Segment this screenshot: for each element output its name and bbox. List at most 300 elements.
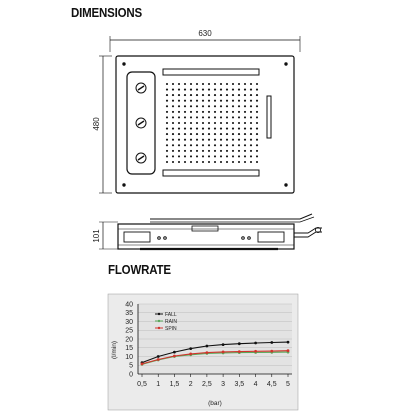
nozzle-dot: [202, 139, 204, 141]
nozzle-dot: [220, 128, 222, 130]
nozzle-dot: [232, 161, 234, 163]
data-point-spin: [238, 350, 241, 353]
nozzle-dot: [214, 111, 216, 113]
nozzle-dot: [208, 89, 210, 91]
nozzle-dot: [250, 100, 252, 102]
nozzle-dot: [238, 100, 240, 102]
nozzle-dot: [166, 133, 168, 135]
nozzle-dot: [178, 94, 180, 96]
data-point-fall: [287, 341, 290, 344]
nozzle-dot: [220, 139, 222, 141]
nozzle-dot: [196, 122, 198, 124]
nozzle-dot: [166, 100, 168, 102]
nozzle-dot: [214, 105, 216, 107]
nozzle-dot: [208, 100, 210, 102]
nozzle-dot: [178, 155, 180, 157]
nozzle-dot: [172, 155, 174, 157]
nozzle-dot: [244, 128, 246, 130]
nozzle-dot: [244, 161, 246, 163]
nozzle-dot: [220, 122, 222, 124]
nozzle-dot: [256, 83, 258, 85]
x-tick-label: 3,5: [234, 381, 245, 388]
nozzle-dot: [166, 116, 168, 118]
x-axis-label: (bar): [208, 400, 222, 407]
nozzle-dot: [172, 111, 174, 113]
data-point-fall: [157, 355, 160, 358]
nozzle-dot: [244, 155, 246, 157]
nozzle-dot: [214, 133, 216, 135]
supply-pipe: [150, 214, 312, 219]
nozzle-dot: [166, 94, 168, 96]
data-point-spin: [157, 358, 160, 361]
nozzle-dot: [232, 111, 234, 113]
nozzle-dot: [238, 128, 240, 130]
nozzle-dot: [196, 155, 198, 157]
nozzle-dot: [208, 105, 210, 107]
nozzle-dot: [190, 155, 192, 157]
chart-legend: [155, 312, 177, 332]
nozzle-dot: [190, 144, 192, 146]
nozzle-dot: [256, 155, 258, 157]
nozzle-dot: [232, 155, 234, 157]
nozzle-dot: [232, 139, 234, 141]
nozzle-dot: [208, 128, 210, 130]
x-tick-label: 1,5: [169, 381, 180, 388]
nozzle-dot: [190, 111, 192, 113]
x-tick-label: 5: [286, 381, 290, 388]
nozzle-dot: [226, 128, 228, 130]
nozzle-dot: [220, 83, 222, 85]
nozzle-dot: [244, 116, 246, 118]
nozzle-dot: [238, 122, 240, 124]
nozzle-dot: [208, 116, 210, 118]
data-point-spin: [173, 355, 176, 358]
nozzle-dot: [196, 150, 198, 152]
nozzle-dot: [250, 89, 252, 91]
nozzle-dot: [184, 94, 186, 96]
nozzle-dot: [172, 83, 174, 85]
nozzle-dot: [226, 89, 228, 91]
nozzle-dot: [178, 144, 180, 146]
nozzle-dot: [250, 105, 252, 107]
height-label: 480: [92, 117, 101, 131]
nozzle-dot: [166, 144, 168, 146]
nozzle-dot: [226, 94, 228, 96]
nozzle-dot: [250, 155, 252, 157]
nozzle-dot: [178, 116, 180, 118]
nozzle-dot: [220, 94, 222, 96]
nozzle-dot: [166, 161, 168, 163]
nozzle-dot: [220, 100, 222, 102]
nozzle-dot: [244, 144, 246, 146]
nozzle-dot: [226, 139, 228, 141]
nozzle-dot: [190, 161, 192, 163]
flowrate-heading: FLOWRATE: [108, 263, 171, 277]
nozzle-dot: [238, 155, 240, 157]
nozzle-dot: [220, 111, 222, 113]
nozzle-dot: [250, 139, 252, 141]
nozzle-dot: [232, 100, 234, 102]
nozzle-dot: [226, 122, 228, 124]
nozzle-dot: [184, 83, 186, 85]
nozzle-dot: [208, 139, 210, 141]
data-point-fall: [254, 342, 257, 345]
nozzle-dot: [226, 116, 228, 118]
nozzle-dot: [172, 150, 174, 152]
nozzle-dot: [220, 116, 222, 118]
side-valve-mark: [158, 237, 161, 240]
side-valve-mark: [164, 237, 167, 240]
nozzle-dot: [214, 122, 216, 124]
nozzle-dot: [184, 133, 186, 135]
nozzle-dot: [190, 139, 192, 141]
nozzle-dot: [196, 133, 198, 135]
nozzle-dot: [172, 89, 174, 91]
nozzle-dot: [178, 128, 180, 130]
nozzle-dot: [214, 128, 216, 130]
nozzle-dot: [172, 105, 174, 107]
nozzle-dot: [172, 122, 174, 124]
nozzle-dot: [202, 89, 204, 91]
nozzle-dot: [256, 116, 258, 118]
nozzle-dot: [244, 111, 246, 113]
nozzle-dot: [214, 94, 216, 96]
nozzle-dot: [232, 105, 234, 107]
nozzle-dot: [184, 116, 186, 118]
width-label: 630: [198, 29, 212, 38]
nozzle-dot: [208, 144, 210, 146]
data-point-spin: [222, 351, 225, 354]
nozzle-dot: [256, 100, 258, 102]
nozzle-dot: [220, 89, 222, 91]
nozzle-dot: [244, 94, 246, 96]
y-tick-label: 20: [125, 336, 133, 344]
nozzle-dot: [172, 116, 174, 118]
nozzle-dot: [238, 144, 240, 146]
legend-label: RAIN: [165, 318, 177, 325]
nozzle-dot: [196, 105, 198, 107]
nozzle-dot: [208, 122, 210, 124]
nozzle-dot: [226, 161, 228, 163]
legend-marker: [158, 320, 160, 322]
data-point-spin: [254, 350, 257, 353]
nozzle-dot: [202, 161, 204, 163]
dimensions-heading: DIMENSIONS: [71, 6, 143, 20]
nozzle-dot: [166, 89, 168, 91]
nozzle-dot: [166, 155, 168, 157]
nozzle-grid: [166, 83, 258, 163]
nozzle-dot: [172, 161, 174, 163]
nozzle-dot: [214, 155, 216, 157]
nozzle-dot: [172, 94, 174, 96]
nozzle-dot: [196, 128, 198, 130]
corner-screw: [285, 184, 287, 186]
nozzle-dot: [232, 83, 234, 85]
nozzle-dot: [250, 128, 252, 130]
nozzle-dot: [232, 94, 234, 96]
nozzle-dot: [226, 144, 228, 146]
top-view-drawing: [99, 36, 300, 193]
nozzle-dot: [196, 116, 198, 118]
data-point-spin: [141, 363, 144, 366]
y-tick-label: 30: [125, 318, 133, 326]
data-point-fall: [206, 345, 209, 348]
nozzle-dot: [232, 128, 234, 130]
nozzle-dot: [256, 105, 258, 107]
nozzle-dot: [202, 155, 204, 157]
nozzle-dot: [196, 89, 198, 91]
waterfall-slot-bottom: [163, 170, 259, 176]
nozzle-dot: [166, 111, 168, 113]
nozzle-dot: [214, 100, 216, 102]
x-tick-label: 4: [253, 381, 258, 388]
nozzle-dot: [214, 150, 216, 152]
nozzle-dot: [256, 89, 258, 91]
nozzle-dot: [238, 150, 240, 152]
nozzle-dot: [238, 105, 240, 107]
nozzle-dot: [226, 111, 228, 113]
y-tick-label: 25: [125, 327, 133, 335]
data-point-fall: [189, 347, 192, 350]
flowrate-chart: [108, 294, 298, 410]
data-point-spin: [270, 350, 273, 353]
nozzle-dot: [256, 133, 258, 135]
nozzle-dot: [226, 100, 228, 102]
nozzle-dot: [202, 144, 204, 146]
nozzle-dot: [208, 83, 210, 85]
nozzle-dot: [232, 89, 234, 91]
nozzle-dot: [178, 83, 180, 85]
nozzle-dot: [220, 150, 222, 152]
nozzle-dot: [256, 139, 258, 141]
light-bar: [267, 96, 271, 138]
nozzle-dot: [214, 83, 216, 85]
nozzle-dot: [244, 100, 246, 102]
nozzle-dot: [178, 139, 180, 141]
nozzle-dot: [220, 133, 222, 135]
x-tick-label: 2,5: [202, 381, 212, 388]
nozzle-dot: [232, 144, 234, 146]
nozzle-dot: [238, 116, 240, 118]
nozzle-dot: [220, 105, 222, 107]
data-point-fall: [222, 343, 225, 346]
nozzle-dot: [250, 144, 252, 146]
side-module-right: [258, 232, 284, 242]
nozzle-dot: [256, 122, 258, 124]
nozzle-dot: [238, 139, 240, 141]
nozzle-dot: [196, 161, 198, 163]
knob-marker: [138, 156, 144, 160]
nozzle-dot: [214, 144, 216, 146]
nozzle-dot: [214, 116, 216, 118]
nozzle-dot: [256, 144, 258, 146]
nozzle-dot: [166, 83, 168, 85]
legend-label: FALL: [165, 311, 177, 318]
nozzle-dot: [190, 89, 192, 91]
y-tick-label: 0: [129, 371, 133, 379]
data-point-fall: [270, 341, 273, 344]
nozzle-dot: [202, 83, 204, 85]
nozzle-dot: [166, 128, 168, 130]
nozzle-dot: [172, 133, 174, 135]
nozzle-dot: [202, 133, 204, 135]
nozzle-dot: [184, 89, 186, 91]
nozzle-dot: [184, 128, 186, 130]
nozzle-dot: [244, 150, 246, 152]
nozzle-dot: [172, 139, 174, 141]
nozzle-dot: [226, 105, 228, 107]
nozzle-dot: [202, 94, 204, 96]
x-tick-label: 1: [156, 381, 161, 388]
nozzle-dot: [220, 144, 222, 146]
y-tick-label: 15: [125, 345, 133, 353]
nozzle-dot: [244, 83, 246, 85]
nozzle-dot: [208, 94, 210, 96]
nozzle-dot: [184, 161, 186, 163]
nozzle-dot: [232, 116, 234, 118]
nozzle-dot: [202, 122, 204, 124]
nozzle-dot: [178, 100, 180, 102]
side-valve-mark: [248, 237, 251, 240]
nozzle-dot: [256, 161, 258, 163]
knob-marker: [138, 121, 144, 125]
nozzle-dot: [226, 133, 228, 135]
nozzle-dot: [196, 139, 198, 141]
nozzle-dot: [208, 133, 210, 135]
nozzle-dot: [232, 133, 234, 135]
nozzle-dot: [184, 122, 186, 124]
data-point-spin: [206, 351, 209, 354]
y-tick-label: 40: [125, 301, 133, 309]
side-module-left: [124, 232, 150, 242]
nozzle-dot: [202, 116, 204, 118]
nozzle-dot: [166, 150, 168, 152]
nozzle-dot: [244, 105, 246, 107]
nozzle-dot: [184, 105, 186, 107]
nozzle-dot: [226, 155, 228, 157]
nozzle-dot: [184, 155, 186, 157]
corner-screw: [285, 63, 287, 65]
side-valve-mark: [242, 237, 245, 240]
side-inlet: [192, 226, 218, 231]
nozzle-dot: [202, 105, 204, 107]
nozzle-dot: [208, 161, 210, 163]
nozzle-dot: [190, 100, 192, 102]
nozzle-dot: [172, 144, 174, 146]
nozzle-dot: [202, 100, 204, 102]
nozzle-dot: [214, 89, 216, 91]
nozzle-dot: [244, 89, 246, 91]
nozzle-dot: [256, 111, 258, 113]
nozzle-dot: [256, 150, 258, 152]
y-axis-label: (l/min): [111, 340, 118, 360]
nozzle-dot: [238, 89, 240, 91]
nozzle-dot: [184, 150, 186, 152]
nozzle-dot: [184, 139, 186, 141]
nozzle-dot: [184, 144, 186, 146]
nozzle-dot: [196, 100, 198, 102]
data-point-fall: [173, 351, 176, 354]
nozzle-dot: [178, 133, 180, 135]
nozzle-dot: [244, 122, 246, 124]
nozzle-dot: [226, 83, 228, 85]
depth-label: 101: [92, 229, 101, 243]
nozzle-dot: [250, 150, 252, 152]
nozzle-dot: [250, 133, 252, 135]
nozzle-dot: [166, 139, 168, 141]
waterfall-slot-top: [163, 69, 259, 75]
nozzle-dot: [250, 111, 252, 113]
nozzle-dot: [202, 150, 204, 152]
nozzle-dot: [208, 155, 210, 157]
corner-screw: [123, 184, 125, 186]
nozzle-dot: [190, 128, 192, 130]
nozzle-dot: [232, 150, 234, 152]
nozzle-dot: [220, 155, 222, 157]
legend-marker: [158, 327, 160, 329]
nozzle-dot: [220, 161, 222, 163]
nozzle-dot: [256, 94, 258, 96]
nozzle-dot: [238, 133, 240, 135]
nozzle-dot: [256, 128, 258, 130]
x-tick-label: 2: [188, 381, 193, 388]
corner-screw: [123, 63, 125, 65]
y-tick-label: 10: [125, 353, 133, 361]
nozzle-dot: [190, 83, 192, 85]
legend-label: SPIN: [165, 325, 177, 332]
nozzle-dot: [178, 150, 180, 152]
nozzle-dot: [172, 100, 174, 102]
x-tick-label: 4,5: [266, 381, 277, 388]
nozzle-dot: [250, 83, 252, 85]
data-point-fall: [238, 342, 241, 345]
nozzle-dot: [250, 116, 252, 118]
side-view-drawing: [99, 214, 322, 249]
knob-marker: [138, 86, 144, 90]
nozzle-dot: [190, 105, 192, 107]
nozzle-dot: [166, 105, 168, 107]
x-tick-label: 0,5: [137, 381, 147, 388]
nozzle-dot: [178, 111, 180, 113]
nozzle-dot: [196, 94, 198, 96]
nozzle-dot: [250, 122, 252, 124]
legend-marker: [158, 313, 160, 315]
x-tick-label: 3: [221, 381, 226, 388]
nozzle-dot: [178, 105, 180, 107]
nozzle-dot: [178, 161, 180, 163]
nozzle-dot: [214, 139, 216, 141]
nozzle-dot: [226, 150, 228, 152]
nozzle-dot: [202, 128, 204, 130]
nozzle-dot: [190, 122, 192, 124]
nozzle-dot: [166, 122, 168, 124]
nozzle-dot: [250, 94, 252, 96]
nozzle-dot: [232, 122, 234, 124]
nozzle-dot: [196, 144, 198, 146]
nozzle-dot: [178, 89, 180, 91]
nozzle-dot: [184, 111, 186, 113]
nozzle-dot: [244, 139, 246, 141]
nozzle-dot: [238, 161, 240, 163]
nozzle-dot: [184, 100, 186, 102]
nozzle-dot: [208, 150, 210, 152]
nozzle-dot: [244, 133, 246, 135]
y-tick-label: 35: [125, 310, 133, 318]
nozzle-dot: [250, 161, 252, 163]
nozzle-dot: [238, 111, 240, 113]
nozzle-dot: [208, 111, 210, 113]
nozzle-dot: [238, 94, 240, 96]
